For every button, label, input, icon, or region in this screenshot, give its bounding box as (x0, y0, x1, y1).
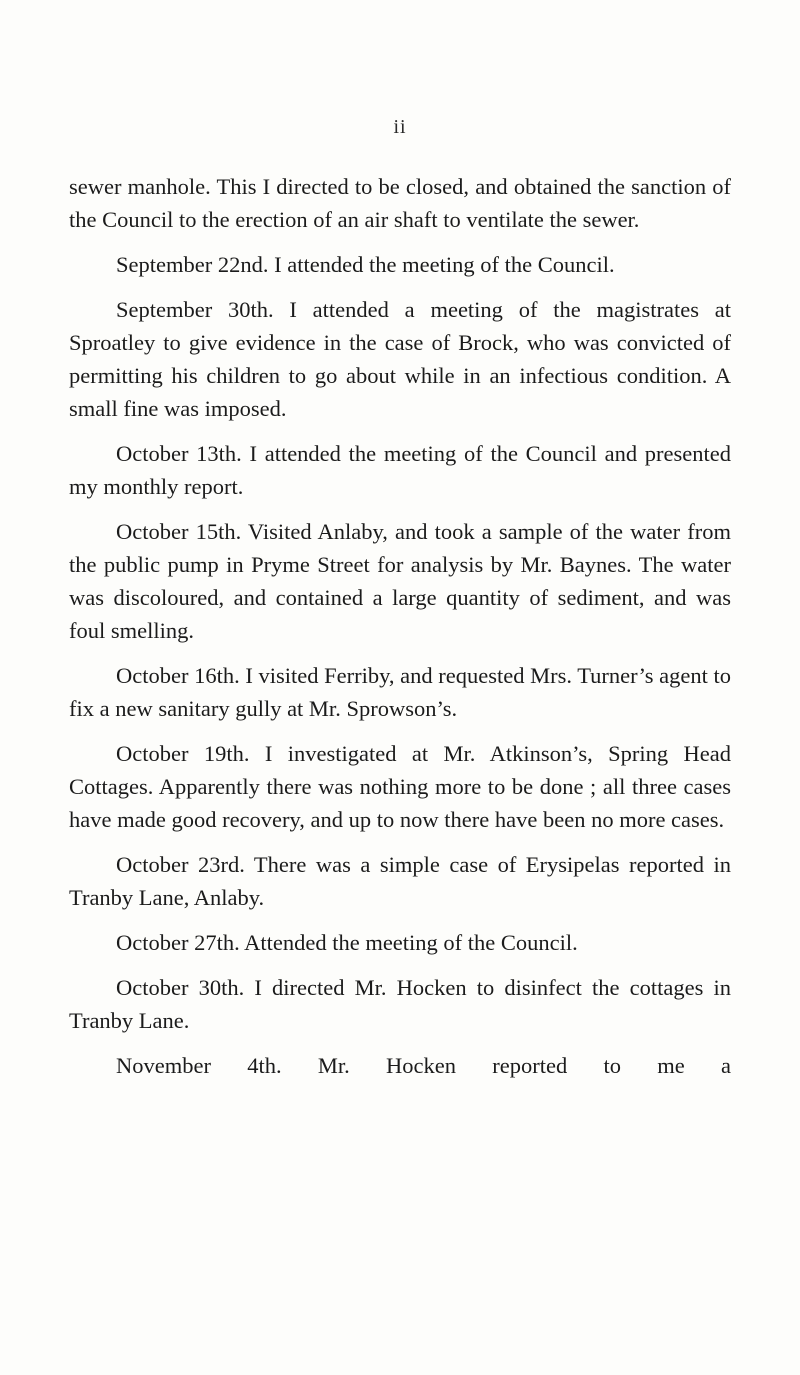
paragraph-oct-30: October 30th. I directed Mr. Hocken to disinfect the cottages in Tranby Lane. (69, 975, 731, 1033)
page-number: ii (393, 116, 407, 138)
paragraph-oct-16: October 16th. I visited Ferriby, and requested Mrs. Turner’s agent to fix a new sanitary gully at Mr. Sprowson’s. (69, 663, 731, 721)
paragraph-sept-22: September 22nd. I attended the meeting of the Council. (116, 252, 615, 277)
paragraph-oct-15: October 15th. Visited Anlaby, and took a sample of the water from the public pump in Pryme Street for analysis by Mr. Baynes. The water was discoloured, and contained a large quantity of sediment, and was foul smelling. (69, 519, 731, 643)
paragraph-nov-4: November 4th. Mr. Hocken reported to me a (116, 1053, 731, 1078)
paragraph-oct-19: October 19th. I investigated at Mr. Atkinson’s, Spring Head Cottages. Apparently there was nothing more to be done ; all three cases have made good recovery, and up to now there have been no more cases. (69, 741, 731, 832)
paragraph-oct-23: October 23rd. There was a simple case of Erysipelas reported in Tranby Lane, Anlaby. (69, 852, 731, 910)
paragraph-oct-13: October 13th. I attended the meeting of the Council and presented my monthly report. (69, 441, 731, 499)
paragraph-sept-30: September 30th. I attended a meeting of the magistrates at Sproatley to give evidence in the case of Brock, who was convicted of permitting his children to go about while in an infectious condition. A small fine was imposed. (69, 297, 731, 421)
paragraph-oct-27: October 27th. Attended the meeting of the Council. (116, 930, 578, 955)
document-body (69, 170, 731, 1094)
paragraph-continuation: sewer manhole. This I directed to be closed, and obtained the sanction of the Council to the erection of an air shaft to ventilate the sewer. (69, 174, 731, 232)
